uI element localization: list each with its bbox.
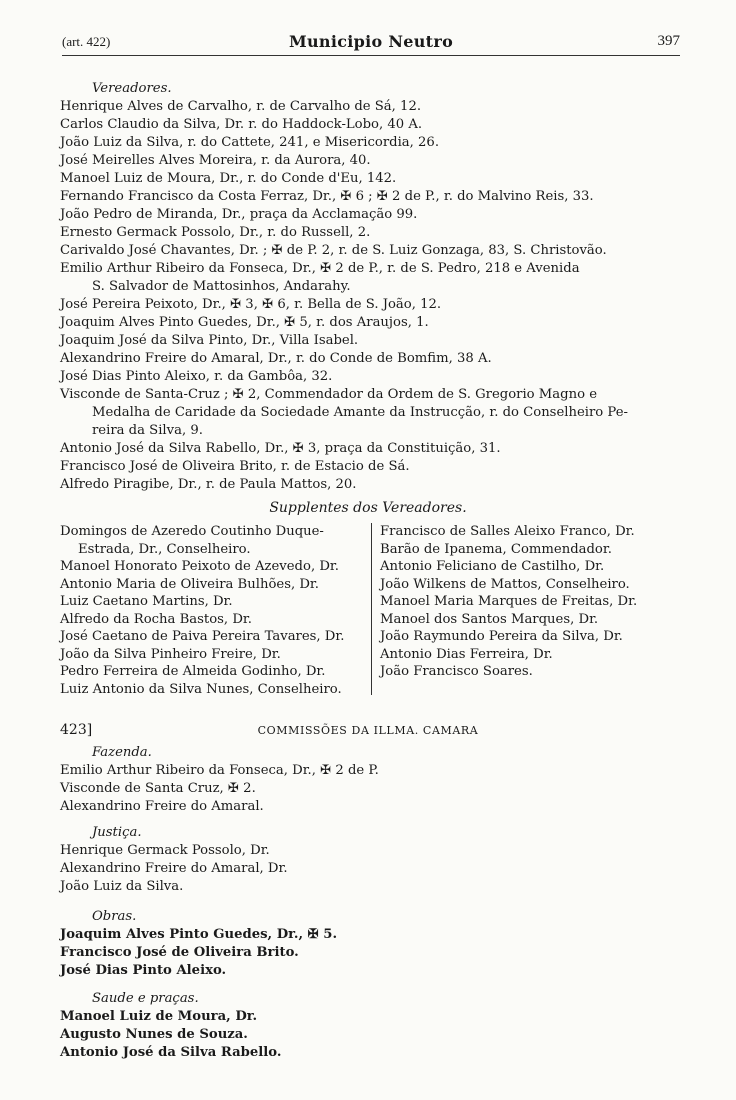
commission-member: Francisco José de Oliveira Brito.	[60, 945, 299, 960]
page-number: 397	[657, 33, 680, 49]
commission-member: Augusto Nunes de Souza.	[60, 1027, 248, 1042]
vereador-line: Medalha de Caridade da Sociedade Amante da Instrucção, r. do Conselheiro Pe-	[92, 405, 628, 420]
supplente-item: João Francisco Soares.	[380, 664, 533, 679]
vereador-line: Carivaldo José Chavantes, Dr. ; ✠ de P. 2, r. de S. Luiz Gonzaga, 83, S. Christovão.	[60, 243, 607, 258]
supplente-item: Domingos de Azeredo Coutinho Duque-	[60, 524, 324, 539]
vereador-line: João Luiz da Silva, r. do Cattete, 241, e Misericordia, 26.	[60, 135, 440, 150]
vereador-line: S. Salvador de Mattosinhos, Andarahy.	[92, 279, 351, 294]
supplentes-right-column	[380, 523, 710, 681]
supplente-item: Pedro Ferreira de Almeida Godinho, Dr.	[60, 664, 326, 679]
supplente-item: João da Silva Pinheiro Freire, Dr.	[60, 646, 281, 662]
supplente-item: João Wilkens de Mattos, Conselheiro.	[380, 576, 630, 592]
supplente-item: José Caetano de Paiva Pereira Tavares, Dr.	[60, 629, 345, 644]
section-number: 423]	[60, 722, 93, 738]
vereador-line: Joaquim José da Silva Pinto, Dr., Villa Isabel.	[60, 333, 359, 348]
supplente-item: João Raymundo Pereira da Silva, Dr.	[380, 629, 623, 644]
vereador-line: reira da Silva, 9.	[92, 423, 203, 438]
vereadores-heading: Vereadores.	[92, 81, 172, 96]
supplente-item: Luiz Antonio da Silva Nunes, Conselheiro.	[60, 681, 342, 697]
article-ref: (art. 422)	[62, 34, 111, 49]
supplente-item: Alfredo da Rocha Bastos, Dr.	[60, 611, 252, 627]
commission-member: João Luiz da Silva.	[60, 879, 184, 894]
page-header	[62, 34, 680, 52]
commission-member: Joaquim Alves Pinto Guedes, Dr., ✠ 5.	[60, 927, 338, 942]
supplentes-heading: Supplentes dos Vereadores.	[269, 500, 467, 516]
supplente-item: Manoel Honorato Peixoto de Azevedo, Dr.	[60, 559, 339, 574]
vereador-line: Henrique Alves de Carvalho, r. de Carvalho de Sá, 12.	[60, 99, 422, 114]
commissoes-title: COMMISSÕES DA ILLMA. CAMARA	[257, 724, 479, 737]
vereador-line: José Meirelles Alves Moreira, r. da Aurora, 40.	[60, 153, 371, 168]
commission-member: José Dias Pinto Aleixo.	[60, 963, 227, 978]
commission-member: Alexandrino Freire do Amaral.	[60, 799, 264, 814]
supplente-item: Antonio Maria de Oliveira Bulhões, Dr.	[60, 576, 319, 592]
vereador-line: Carlos Claudio da Silva, Dr. r. do Haddock-Lobo, 40 A.	[60, 117, 423, 132]
supplente-item: Manoel Maria Marques de Freitas, Dr.	[380, 594, 638, 609]
commission-member: Manoel Luiz de Moura, Dr.	[60, 1009, 258, 1024]
header-rule	[62, 55, 680, 56]
supplentes-left-column	[60, 523, 372, 698]
vereador-line: Visconde de Santa-Cruz ; ✠ 2, Commendador da Ordem de S. Gregorio Magno e	[60, 387, 598, 402]
supplente-item: Estrada, Dr., Conselheiro.	[78, 541, 251, 557]
vereador-line: Alexandrino Freire do Amaral, Dr., r. do Conde de Bomfim, 38 A.	[60, 351, 492, 366]
commission-name: Obras.	[92, 909, 137, 924]
page-title: Municipio Neutro	[288, 32, 454, 51]
vereador-line: Emilio Arthur Ribeiro da Fonseca, Dr., ✠ 2 de P., r. de S. Pedro, 218 e Avenida	[60, 261, 580, 276]
commission-name: Saude e praças.	[92, 991, 199, 1006]
vereador-line: João Pedro de Miranda, Dr., praça da Acclamação 99.	[60, 207, 418, 222]
vereador-line: Joaquim Alves Pinto Guedes, Dr., ✠ 5, r. dos Araujos, 1.	[60, 315, 429, 330]
column-divider	[371, 523, 372, 695]
vereador-line: Alfredo Piragibe, Dr., r. de Paula Mattos, 20.	[60, 477, 357, 492]
commission-member: Alexandrino Freire do Amaral, Dr.	[60, 861, 288, 876]
vereador-line: Francisco José de Oliveira Brito, r. de Estacio de Sá.	[60, 459, 410, 474]
vereador-line: Fernando Francisco da Costa Ferraz, Dr., ✠ 6 ; ✠ 2 de P., r. do Malvino Reis, 33.	[60, 189, 594, 204]
vereador-line: José Pereira Peixoto, Dr., ✠ 3, ✠ 6, r. Bella de S. João, 12.	[60, 297, 442, 312]
vereador-line: Ernesto Germack Possolo, Dr., r. do Russell, 2.	[60, 225, 371, 240]
commission-member: Visconde de Santa Cruz, ✠ 2.	[60, 781, 256, 796]
commission-member: Antonio José da Silva Rabello.	[60, 1045, 282, 1060]
vereador-line: José Dias Pinto Aleixo, r. da Gambôa, 32.	[60, 369, 333, 384]
supplente-item: Antonio Dias Ferreira, Dr.	[380, 646, 553, 662]
supplente-item: Manoel dos Santos Marques, Dr.	[380, 611, 599, 627]
supplente-item: Francisco de Salles Aleixo Franco, Dr.	[380, 524, 635, 539]
commission-name: Fazenda.	[92, 745, 152, 760]
supplente-item: Antonio Feliciano de Castilho, Dr.	[380, 559, 605, 574]
commission-member: Henrique Germack Possolo, Dr.	[60, 843, 270, 858]
vereador-line: Antonio José da Silva Rabello, Dr., ✠ 3, praça da Constituição, 31.	[60, 441, 501, 456]
supplente-item: Luiz Caetano Martins, Dr.	[60, 594, 233, 609]
commission-member: Emilio Arthur Ribeiro da Fonseca, Dr., ✠ 2 de P.	[60, 763, 379, 778]
vereador-line: Manoel Luiz de Moura, Dr., r. do Conde d'Eu, 142.	[60, 171, 397, 186]
supplente-item: Barão de Ipanema, Commendador.	[380, 541, 612, 557]
commission-name: Justiça.	[92, 825, 142, 840]
